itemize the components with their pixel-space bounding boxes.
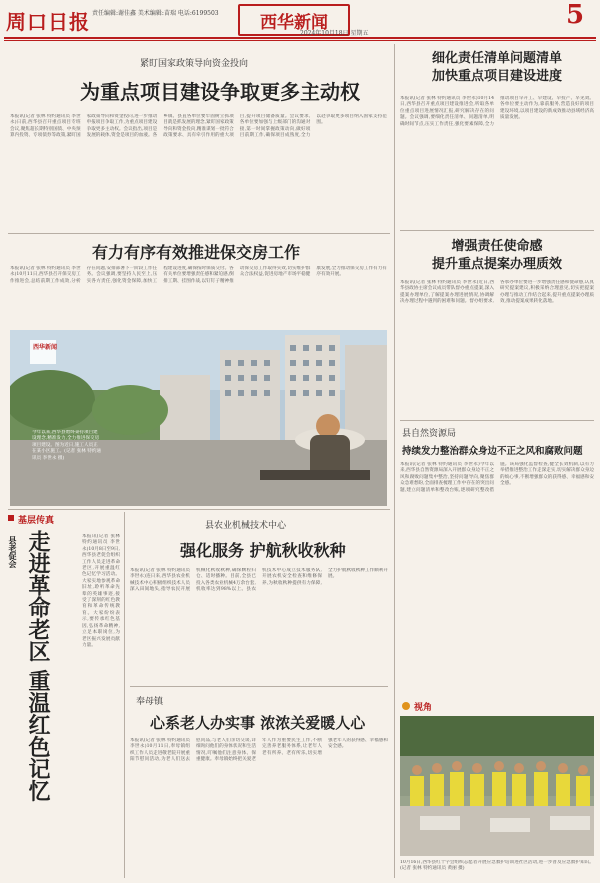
article2-body: 本报讯(记者 张林 特约通讯员 李世永)10月11日,西华县召开保交房工作推进会,总结前期工作成效,分析存在问题,安排部署下一阶段工作任务。会议强调,要坚持人民至上,压实各方责任,强化资金保障,加快工程建设进度,确保按时保质交付。各有关单位要增强责任感和紧迫感,倒排工期、挂图作战,以钉钉子精神推动保交房工作取得实效,切实维护群众合法权益,促进房地产市场平稳健康发展,全力推动保交房工作有力有序有效开展。 bbox=[10, 266, 387, 284]
photo2-tag: 视角 bbox=[414, 703, 433, 713]
photo1-caption: 今年以来,西华县始终秉持项目建设理念,精准发力,全力推进保交房项目建设。图为近日,施工人员正在某小区施工。(记者 张林 特约通讯员 李世永 摄) bbox=[32, 430, 102, 461]
article5-divider bbox=[400, 230, 594, 231]
eye-icon bbox=[402, 702, 410, 710]
volunteer-training-image bbox=[400, 716, 594, 856]
photo2-caption: 10月16日,西华县红十字会组织志愿者开展应急救护培训进社区活动,进一步普及应急救护知识。(记者 张林 特约通讯员 黄丽 摄) bbox=[400, 860, 594, 872]
article1-kicker: 紧盯国家政策导向资金投向 bbox=[140, 59, 249, 69]
issue-date: 2024年10月18日 星期五 bbox=[300, 30, 369, 37]
page-number: 5 bbox=[566, 0, 585, 30]
editor-info: 责任编辑:谢佳鑫 美术编辑:苗瑞 电话:6199503 bbox=[92, 10, 219, 17]
article6-body: 本报讯(记者 张林 特约通讯员 李世永)近日,西华县政协主席会议成员带队督办重点提案,深入提案办理单位,了解提案办理进展情况,协调解决办理过程中遇到的困难和问题。督办组要求,各承办单位要进一步增强责任感和使命感,认真研究提案建议,积极采纳合理意见,切实把提案办理与推动工作结合起来,提升重点提案办理质效,推动提案成果转化落地。 bbox=[400, 280, 594, 305]
article5-title: 细化责任清单问题清单 加快重点项目建设进度 bbox=[431, 51, 562, 84]
article2-title: 有力有序有效推进保交房工作 bbox=[92, 243, 301, 262]
section-title: 西华新闻 bbox=[238, 4, 350, 36]
column-subtitle: 县老促会 bbox=[8, 536, 18, 568]
article7-title: 持续发力整治群众身边不正之风和腐败问题 bbox=[402, 446, 583, 457]
article1-divider bbox=[8, 233, 390, 234]
article3-title: 强化服务 护航秋收秋种 bbox=[180, 541, 346, 560]
article1-body: 本报讯(记者 张林 特约通讯员 李世永)日前,西华县召开重点项目专班会议,聚焦超长期特别国债、中央预算内投资、专项债券等政策,紧盯国家政策导向和资金投向,进一步推动申报项目争取工作,为重点项目建设争取更多主动权。会议指出,项目是发展的载体,资金是项目的血液。各乡镇、县直各单位要牢固树立抓项目就是抓发展的理念,紧盯国家政策导向和资金投向,精准谋划一批符合政策要求、具有牵引作用的重大项目,提升项目储备质量。会议要求,各单位要加强与上级部门的沟通对接,第一时间掌握政策动向,做好项目前期工作,确保项目成熟度,全力以赴争取更多项目纳入国家支持范围。 bbox=[10, 114, 387, 139]
article6-title: 增强责任使命感 提升重点提案办理质效 bbox=[431, 239, 562, 272]
article1-title: 为重点项目建设争取更多主动权 bbox=[80, 80, 360, 104]
column-tag-marker bbox=[8, 515, 14, 521]
column-tag: 基层传真 bbox=[18, 516, 55, 526]
article4-kicker: 奉母镇 bbox=[136, 697, 164, 707]
column-divider bbox=[124, 512, 125, 878]
article3-kicker: 县农业机械技术中心 bbox=[205, 521, 287, 531]
column-vertical-title: 走进革命老区 重温红色记忆 bbox=[25, 530, 51, 802]
article7-body: 本报讯(记者 张林 特约通讯员 李世永)今年以来,西华县自然资源局深入开展群众身边不正之风和腐败问题集中整治,坚持问题导向,聚焦群众急难愁盼,全面排查梳理工作中存在的突出问题,建立问题清单和整改台账,逐项研究整改措施。该局强化监督检查,健全长效机制,以有力举措推进整治工作走深走实,切实解决群众身边的烦心事,不断增强群众的获得感、幸福感和安全感。 bbox=[400, 462, 594, 493]
masthead-rule bbox=[4, 37, 596, 39]
masthead-rule-thin bbox=[4, 40, 596, 41]
column-body: 本报讯(记者 张林 特约通讯员 李世永)10月8日至9日,西华县老促会组织工作人员走进革命老区,开展重温红色记忆学习活动。大家实地参观革命旧址,聆听革命先辈的英雄事迹,接受了深刻的红色教育和革命传统教育。大家纷纷表示,要传承红色基因,弘扬革命精神,立足本职岗位,为老区振兴发展贡献力量。 bbox=[82, 534, 120, 648]
article3-body: 本报讯(记者 张林 特约通讯员 李世永)连日来,西华县农业机械技术中心积极组织技术人员深入田间地头,指导农民开展机械化秋收秋种,确保颗粒归仓、适时播种。目前,全县已投入各类农业机械4万余台套,机收率达到98%以上。县农机技术中心成立技术服务队,开展农机安全检查和维修保养,为秋收秋种提供有力保障,全力护航秋收秋种工作顺利开展。 bbox=[130, 568, 388, 593]
article4-body: 本报讯(记者 张林 特约通讯员 李世永)10月11日,奉母镇组织工作人员走进敬老院开展重阳节慰问活动,为老人们送去慰问品,与老人们亲切交谈,详细询问他们的身体状况和生活情况,叮嘱他们注意身体、保重健康。奉母镇始终把关爱老年人作为重要民生工作,不断完善养老服务体系,让老年人老有所养、老有所乐,切实增强老年人的获得感、幸福感和安全感。 bbox=[130, 738, 388, 763]
article5-body: 本报讯(记者 张林 特约通讯员 李世永)10月14日,西华县召开重点项目建设推进会,听取各单位重点项目进展情况汇报,研究解决存在的问题。会议强调,要细化责任清单、问题清单,明确时间节点,压实工作责任,强化要素保障,全力推动项目早开工、早建设、早投产、早见效。各单位要主动作为,靠前服务,营造良好的项目建设环境,以项目建设的新成效推动县域经济高质量发展。 bbox=[400, 96, 594, 127]
article7-kicker: 县自然资源局 bbox=[402, 429, 457, 439]
photo-badge: 西华新闻 bbox=[32, 344, 57, 351]
newspaper-logo: 周口日报 bbox=[6, 10, 90, 34]
photo-volunteer-training bbox=[400, 716, 594, 856]
article3-divider bbox=[130, 686, 388, 687]
article6-divider bbox=[400, 420, 594, 421]
right-column-divider bbox=[394, 44, 395, 878]
section-divider bbox=[8, 509, 390, 510]
article4-title: 心系老人办实事 浓浓关爱暖人心 bbox=[150, 714, 366, 732]
